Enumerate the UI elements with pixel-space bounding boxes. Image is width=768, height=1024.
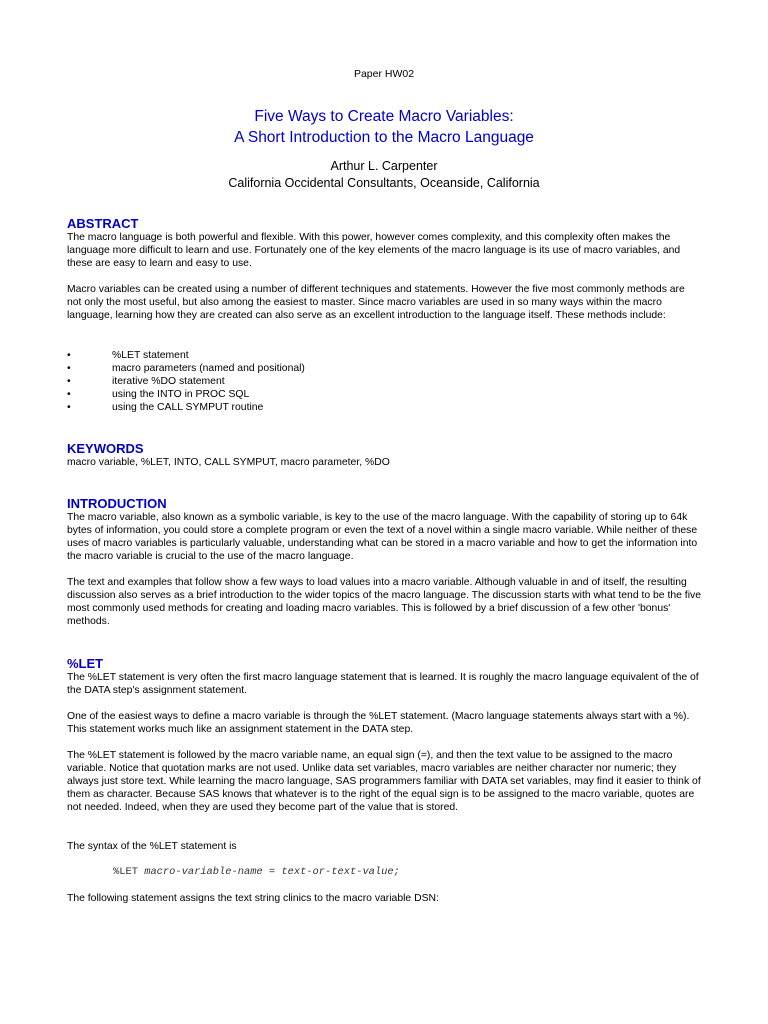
methods-list-block <box>67 349 701 414</box>
list-item: • using the INTO in PROC SQL <box>67 389 250 400</box>
bullet-icon: • <box>67 402 71 413</box>
keywords-heading: KEYWORDS <box>67 441 144 456</box>
let-paragraph-5-block <box>67 892 701 905</box>
let-paragraph-4-block <box>67 840 701 853</box>
let-paragraph-1: The %LET statement is very often the first macro language statement that is learned. It is roughly the macro language equivalent of the of the DATA step's assignment statement. <box>67 672 699 696</box>
methods-list <box>67 349 701 414</box>
introduction-section <box>67 496 701 563</box>
let-paragraph-3: The %LET statement is followed by the macro variable name, an equal sign (=), and then the text value to be assigned to the macro variable. Notice that quotation marks are not used. Unlike data set variables, macro variables are neither character nor numeric; they always just store text. While learning the macro language, SAS programmers familiar with DATA set variables, may find it easier to think of them as character. Because SAS knows that whatever is to the right of the equal sign is to be assigned to the macro variable, quotes are not needed. Indeed, when they are used they become part of the value that is stored. <box>67 750 701 813</box>
list-item: • iterative %DO statement <box>67 376 225 387</box>
code-sample <box>113 866 400 879</box>
code-keyword: %LET <box>113 866 138 878</box>
introduction-paragraph-1: The macro variable, also known as a symbolic variable, is key to the use of the macro language. With the capability of storing up to 64k bytes of information, you could store a complete program or even the text of a novel within a single macro variable. While neither of these uses of macro variables is particularly valuable, understanding what can be stored in a macro variable and how to get the information into the macro variable is crucial to the use of the macro language. <box>67 512 698 562</box>
let-paragraph-2-block <box>67 710 701 736</box>
author-block <box>0 158 768 192</box>
let-heading: %LET <box>67 656 104 671</box>
bullet-icon: • <box>67 350 71 361</box>
author-affiliation: California Occidental Consultants, Oceanside, California <box>228 176 540 190</box>
abstract-paragraph-2-block <box>67 283 701 322</box>
paper-title <box>0 106 768 148</box>
abstract-section <box>67 216 701 270</box>
abstract-paragraph-2: Macro variables can be created using a number of different techniques and statements. However the five most commonly methods are not only the most useful, but also among the easiest to master. Since macro variables are used in so many ways within the macro language, learning how they are created can also serve as an excellent introduction to the language itself. These methods include: <box>67 284 685 321</box>
abstract-paragraph-1: The macro language is both powerful and flexible. With this power, however comes complexity, and this complexity often makes the language more difficult to learn and use. Fortunately one of the key elements of the macro language is its use of macro variables, and these are easy to learn and easy to use. <box>67 232 681 269</box>
abstract-heading: ABSTRACT <box>67 216 139 231</box>
bullet-icon: • <box>67 363 71 374</box>
code-expression: macro-variable-name = text-or-text-value; <box>144 866 400 878</box>
let-paragraph-3-block <box>67 749 701 814</box>
list-item: • using the CALL SYMPUT routine <box>67 402 264 413</box>
bullet-icon: • <box>67 376 71 387</box>
list-item: • macro parameters (named and positional) <box>67 363 305 374</box>
paper-id: Paper HW02 <box>353 68 415 80</box>
introduction-paragraph-2: The text and examples that follow show a few ways to load values into a macro variable. Although valuable in and of itself, the resulting discussion also serves as a brief introduction to the wider topics of the macro language. The discussion starts with what tend to be the five most commonly used methods for creating and loading macro variables. This is followed by a brief discussion of a few other 'bonus' methods. <box>67 577 701 627</box>
introduction-paragraph-2-block <box>67 576 701 628</box>
title-line-2: A Short Introduction to the Macro Language <box>234 129 534 146</box>
keywords-text: macro variable, %LET, INTO, CALL SYMPUT, macro parameter, %DO <box>67 457 390 468</box>
let-paragraph-2: One of the easiest ways to define a macro variable is through the %LET statement. (Macro language statements always start with a %). This statement works much like an assignment statement in the DATA step. <box>67 711 690 735</box>
title-line-1: Five Ways to Create Macro Variables: <box>254 108 514 125</box>
let-paragraph-5: The following statement assigns the text string clinics to the macro variable DSN: <box>67 893 439 904</box>
let-paragraph-4: The syntax of the %LET statement is <box>67 841 237 852</box>
introduction-heading: INTRODUCTION <box>67 496 167 511</box>
let-section <box>67 656 701 697</box>
author-name: Arthur L. Carpenter <box>330 159 438 173</box>
bullet-icon: • <box>67 389 71 400</box>
list-item: • %LET statement <box>67 350 189 361</box>
keywords-section <box>67 441 701 469</box>
